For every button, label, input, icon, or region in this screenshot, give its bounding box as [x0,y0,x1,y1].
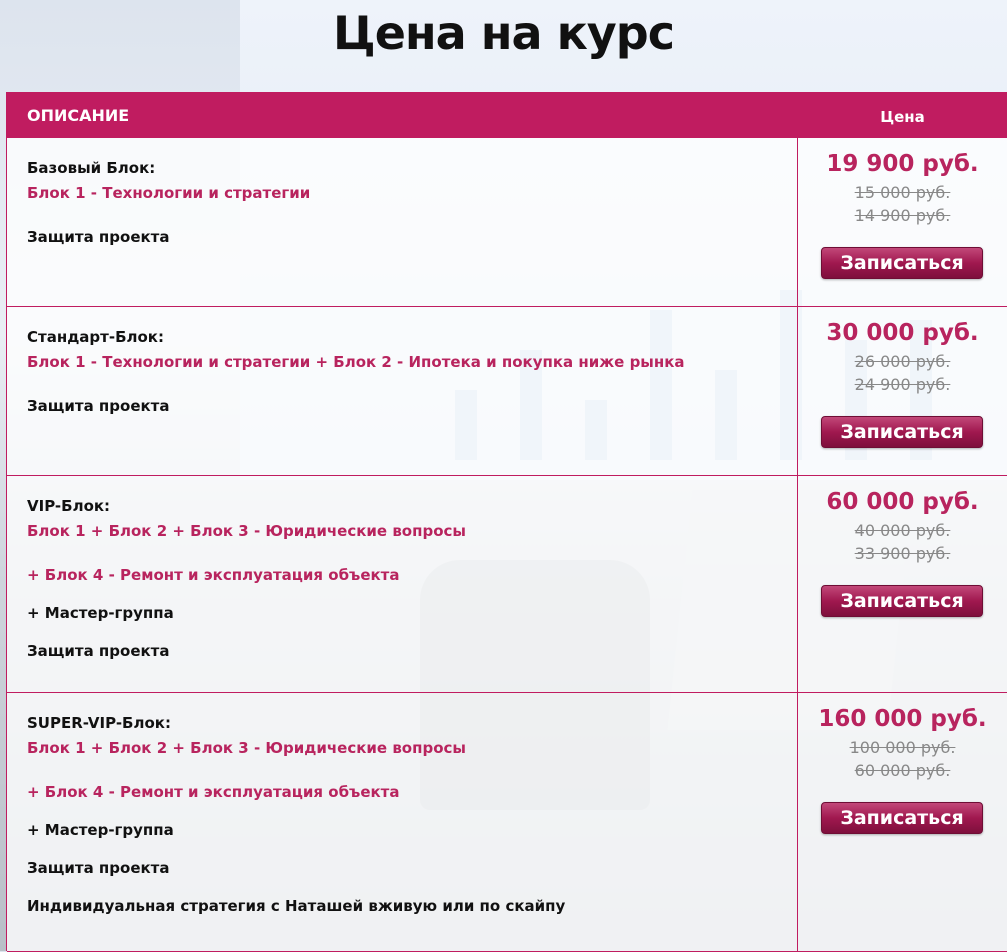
price-table [6,92,1007,951]
plan-name: VIP-Блок: [27,497,111,515]
plan-name: Стандарт-Блок: [27,328,164,346]
old-price: 15 000 руб. [854,183,951,202]
plan-feature: + Мастер-группа [27,821,174,839]
plan-feature: Защита проекта [27,642,170,660]
old-price: 40 000 руб. [854,521,951,540]
enroll-button[interactable]: Записаться [821,416,983,448]
enroll-button[interactable]: Записаться [821,585,983,617]
plan-feature: Защита проекта [27,228,170,246]
plan-feature: Блок 1 - Технологии и стратегии [27,184,311,202]
current-price: 30 000 руб. [826,320,979,346]
price-row [7,307,1007,476]
price-column-header: Цена [880,108,925,126]
plan-feature: + Блок 4 - Ремонт и эксплуатация объекта [27,566,400,584]
old-price: 26 000 руб. [854,352,951,371]
row-description [7,307,798,475]
page-title: Цена на курс [333,6,674,60]
plan-feature: Блок 1 + Блок 2 + Блок 3 - Юридические вопросы [27,522,466,540]
old-price: 33 900 руб. [854,544,951,563]
price-row [7,138,1007,307]
row-description [7,476,798,692]
price-table-header [7,92,1007,138]
plan-feature: + Мастер-группа [27,604,174,622]
plan-feature: + Блок 4 - Ремонт и эксплуатация объекта [27,783,400,801]
enroll-button[interactable]: Записаться [821,247,983,279]
plan-feature: Индивидуальная стратегия с Наташей вживую или по скайпу [27,897,566,915]
price-row [7,476,1007,693]
plan-feature: Защита проекта [27,859,170,877]
current-price: 19 900 руб. [826,151,979,177]
row-price [797,476,1007,692]
current-price: 160 000 руб. [818,706,987,732]
old-price: 24 900 руб. [854,375,951,394]
plan-name: SUPER-VIP-Блок: [27,714,171,732]
plan-feature: Блок 1 + Блок 2 + Блок 3 - Юридические вопросы [27,739,466,757]
description-column-header: ОПИСАНИЕ [27,106,130,125]
row-price [797,693,1007,951]
plan-name: Базовый Блок: [27,159,156,177]
old-price: 100 000 руб. [849,738,956,757]
price-row [7,693,1007,952]
old-price: 60 000 руб. [854,761,951,780]
row-description [7,138,798,306]
old-price: 14 900 руб. [854,206,951,225]
current-price: 60 000 руб. [826,489,979,515]
row-price [797,307,1007,475]
plan-feature: Защита проекта [27,397,170,415]
row-price [797,138,1007,306]
plan-feature: Блок 1 - Технологии и стратегии + Блок 2 - Ипотека и покупка ниже рынка [27,353,685,371]
enroll-button[interactable]: Записаться [821,802,983,834]
row-description [7,693,798,951]
